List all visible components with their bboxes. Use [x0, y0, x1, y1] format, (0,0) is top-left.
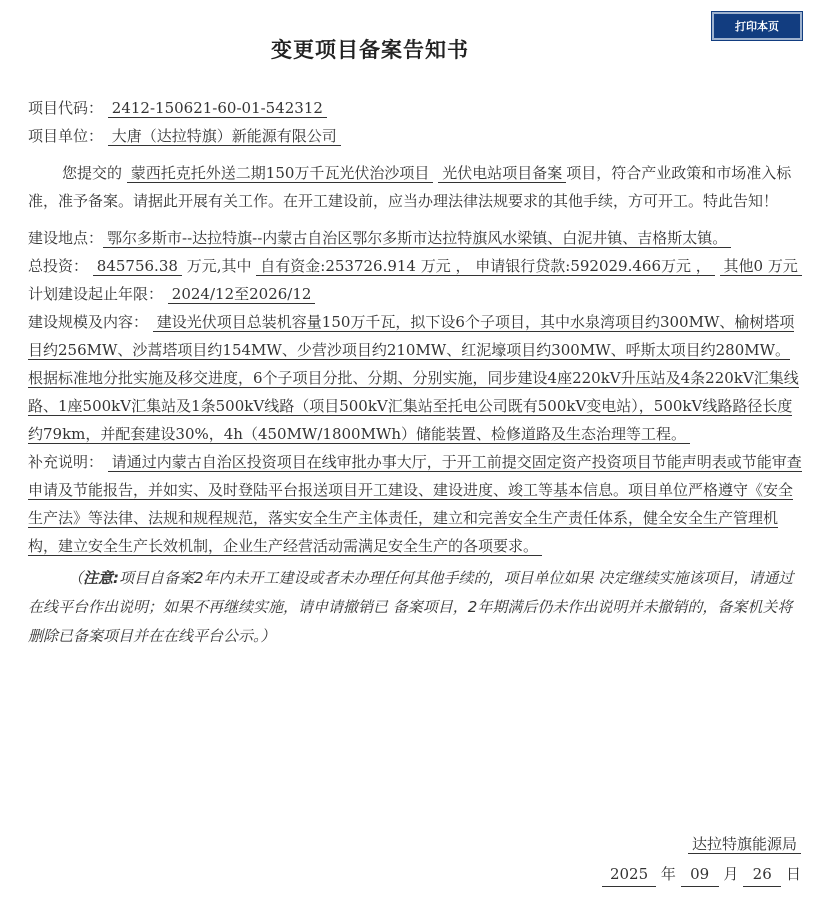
project-code-value: 2412-150621-60-01-542312	[108, 99, 327, 118]
date-year: 2025	[602, 862, 656, 887]
print-button[interactable]: 打印本页	[712, 12, 802, 40]
date-month: 09	[681, 862, 719, 887]
issue-date	[602, 862, 801, 887]
project-code-label: 项目代码：	[28, 99, 104, 117]
investment-row	[28, 252, 803, 280]
intro-tail: 项目，符合产业政策和市场准入标准，准予备案。请据此开展有关工作。在开工建设前，应当办理法律法规要求的其他手续，方可开工。特此告知！	[28, 164, 792, 210]
project-unit-row	[28, 122, 803, 150]
project-code-row	[28, 94, 803, 122]
supplement-label: 补充说明：	[28, 453, 104, 471]
period-value: 2024/12至2026/12	[168, 285, 316, 304]
investment-funding: 自有资金:253726.914 万元 ， 申请银行贷款:592029.466万元 ，	[256, 257, 715, 276]
period-label: 计划建设起止年限：	[28, 285, 164, 303]
agency-name: 达拉特旗能源局	[688, 835, 801, 854]
scale-value: 建设光伏项目总装机容量150万千瓦，拟下设6个子项目，其中水泉湾项目约300MW、榆树塔项目约256MW、沙蒿塔项目约154MW、少营沙项目约210MW、红泥壕项目约300MW、呼斯太项目约280MW。根据标准地分批实施及移交进度，6个子项目分批、分期、分别实施，同步建设4座220kV升压站及4条220kV汇集线路、1座500kV汇集站及1条500kV线路（项目500kV汇集站至托电公司既有500kV变电站），500kV线路路径长度约79km，并配套建设30%，4h（450MW/1800MWh）储能装置、检修道路及生态治理等工程。	[28, 313, 799, 443]
investment-label: 总投资：	[28, 257, 89, 275]
note-paragraph	[28, 564, 803, 651]
supplement-row	[28, 448, 803, 560]
investment-other: 其他0 万元	[720, 257, 802, 276]
project-unit-value: 大唐（达拉特旗）新能源有限公司	[108, 127, 341, 146]
project-type: 光伏电站项目备案	[438, 164, 566, 183]
intro-lead: 您提交的	[62, 164, 123, 182]
issuing-agency	[688, 832, 801, 856]
note-open: （	[68, 569, 84, 587]
date-year-unit: 年	[660, 865, 676, 883]
note-text: 项目自备案2年内未开工建设或者未办理任何其他手续的，项目单位如果 决定继续实施该项目，请通过在线平台作出说明；如果不再继续实施，请申请撤销已 备案项目，2年期满后仍未作出说明并未撤销的，备案机关将删除已备案项目并在在线平台公示。）	[28, 569, 794, 645]
project-unit-label: 项目单位：	[28, 127, 104, 145]
scale-row	[28, 308, 803, 448]
date-month-unit: 月	[723, 865, 739, 883]
date-day: 26	[743, 862, 781, 887]
note-label: 注意:	[83, 569, 120, 587]
location-value: 鄂尔多斯市--达拉特旗--内蒙古自治区鄂尔多斯市达拉特旗风水梁镇、白泥井镇、吉格斯太镇。	[103, 229, 731, 248]
supplement-value: 请通过内蒙古自治区投资项目在线审批办事大厅，于开工前提交固定资产投资项目节能声明表或节能审查申请及节能报告，并如实、及时登陆平台报送项目开工建设、建设进度、竣工等基本信息。项目单位严格遵守《安全生产法》等法律、法规和规程规范，落实安全生产主体责任，建立和完善安全生产责任体系，健全安全生产管理机构，建立安全生产长效机制，企业生产经营活动需满足安全生产的各项要求。	[28, 453, 802, 555]
investment-unit: 万元,其中	[186, 257, 252, 275]
page-title: 变更项目备案告知书	[271, 37, 469, 62]
period-row	[28, 280, 803, 308]
location-row	[28, 224, 803, 252]
scale-label: 建设规模及内容：	[28, 313, 149, 331]
date-day-unit: 日	[785, 865, 801, 883]
intro-paragraph	[28, 159, 803, 215]
notice-body	[28, 94, 803, 651]
project-name: 蒙西托克托外送二期150万千瓦光伏治沙项目	[127, 164, 434, 183]
location-label: 建设地点：	[28, 229, 104, 247]
investment-total: 845756.38	[93, 257, 182, 276]
